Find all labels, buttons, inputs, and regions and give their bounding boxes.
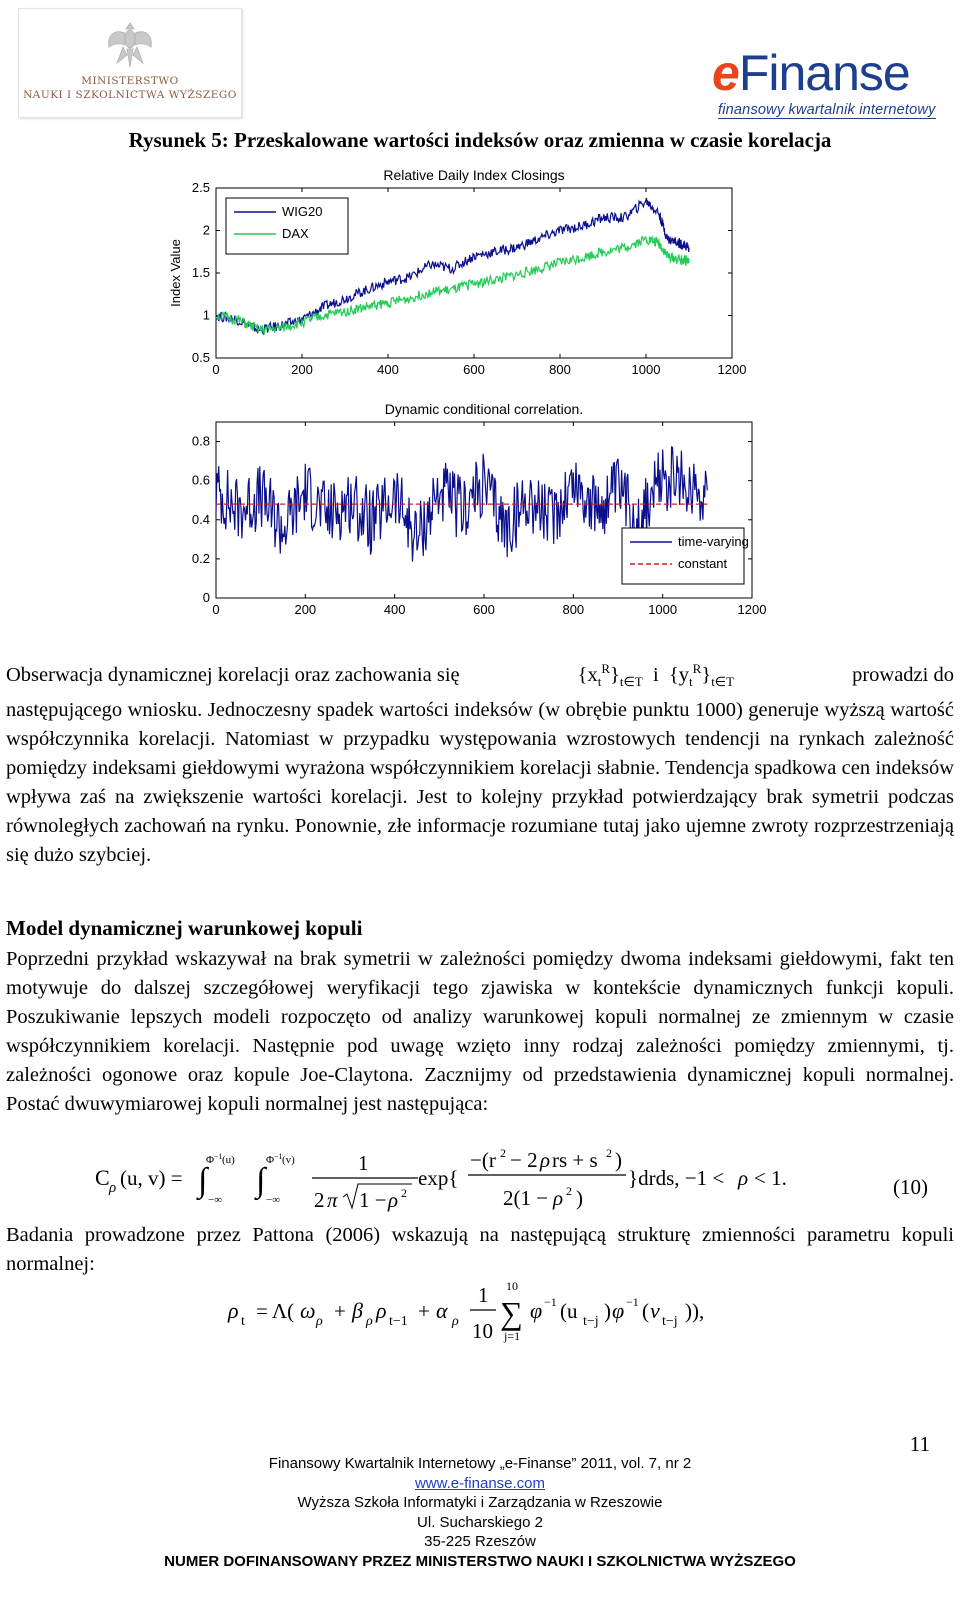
paragraph-rest: następującego wniosku. Jednoczesny spadek wartości indeksów (w obrębie punktu 1000) generuje wyższą wartość współczynnika korelacji. Natomiast w przypadku występowania wzrostowych tendencji na rynkach zależność pomiędzy indeksami giełdowymi wyrażona współczynnikiem korelacji słabnie. Tendencja spadkowa cen indeksów wpływa zaś na zwiększenie wartości korelacji. Jest to kolejny przykład potwierdzający brak symetrii podczas równoległych zachowań na rynku. Ponownie, złe informacje rozumiane tutaj jako ujemne zwroty rozprzestrzeniają się dużo szybciej. [6,698,954,866]
efinanse-brand: eFinanse [712,45,910,101]
paragraph-lead: Obserwacja dynamicznej korelacji oraz zachowania się [6,663,460,686]
x-tick-label: 1200 [717,362,747,377]
x-tick-label: 800 [549,362,571,377]
svg-text:1 −: 1 − [359,1188,387,1212]
svg-text:− 2: − 2 [510,1148,538,1172]
figure-caption: Rysunek 5: Przeskalowane wartości indeksów oraz zmienna w czasie korelacja [128,128,832,152]
svg-text:−1: −1 [626,1295,639,1309]
svg-text:φ: φ [612,1298,625,1323]
svg-text:10: 10 [472,1319,493,1343]
svg-text:+: + [334,1299,346,1323]
legend-label: constant [678,556,728,571]
footer-street: Ul. Sucharskiego 2 [417,1513,543,1531]
svg-text:π: π [327,1188,338,1212]
equation-rho-dynamics [0,1278,960,1348]
legend-label: DAX [282,226,309,241]
x-tick-label: 200 [294,602,317,617]
svg-text:2(1 −: 2(1 − [503,1186,549,1210]
svg-text:< 1.: < 1. [754,1166,787,1190]
svg-text:exp{: exp{ [418,1166,459,1190]
x-tick-label: 800 [562,602,585,617]
y-tick-label: 2 [202,222,210,238]
y-tick-label: 0.8 [191,433,210,449]
svg-text:−1: −1 [274,1152,283,1161]
footer-link[interactable]: www.e-finanse.com [414,1474,546,1492]
chart-title: Dynamic conditional correlation. [384,401,584,417]
paragraph-patton: Badania prowadzone przez Pattona (2006) wskazują na następującą strukturę zmienności parametru kopuli normalnej: [6,1224,954,1275]
efinanse-logo [712,44,952,124]
svg-text:2: 2 [606,1146,612,1160]
svg-text:2: 2 [566,1184,572,1198]
svg-text:ρ: ρ [109,1180,117,1196]
svg-text:j=1: j=1 [504,1329,521,1343]
y-tick-label: 1.5 [191,265,210,280]
relative-closings-chart [160,160,800,400]
page-footer [0,1454,960,1571]
svg-text:2: 2 [314,1188,325,1212]
legend-label: WIG20 [282,204,323,219]
svg-text:ρ: ρ [738,1166,749,1190]
svg-text:10: 10 [506,1279,518,1293]
svg-text:β: β [352,1298,363,1323]
footer-city: 35-225 Rzeszów [424,1533,536,1550]
svg-text:): ) [576,1186,583,1210]
ministry-name-line2: NAUKI I SZKOLNICTWA WYŻSZEGO [23,89,237,101]
x-tick-label: 1200 [737,602,767,617]
y-tick-label: 0.4 [191,511,210,527]
svg-text:−1: −1 [214,1152,223,1161]
svg-text:t: t [241,1314,245,1329]
x-tick-label: 0 [212,602,220,617]
svg-text:): ) [604,1299,611,1323]
svg-text:∑: ∑ [500,1295,523,1331]
y-tick-label: 0 [202,590,210,605]
svg-text:1: 1 [478,1283,489,1307]
efinanse-tagline: finansowy kwartalnik internetowy [718,102,936,118]
svg-text:+: + [418,1299,430,1323]
svg-text:ρ: ρ [540,1148,551,1172]
svg-text:}drds, −1 <: }drds, −1 < [628,1166,725,1190]
svg-text:),: ), [692,1299,705,1323]
svg-text:1: 1 [358,1151,369,1175]
svg-text:Φ: Φ [266,1154,275,1166]
svg-text:(v): (v) [282,1154,295,1166]
svg-text:(: ( [642,1299,649,1323]
y-tick-label: 0.5 [191,350,210,365]
svg-text:ω: ω [300,1298,316,1323]
svg-text:−(r: −(r [470,1148,496,1172]
x-tick-label: 1000 [631,362,661,377]
paragraph-tail: prowadzi do [852,663,954,686]
svg-text:): ) [615,1148,622,1172]
svg-text:ρ: ρ [228,1298,239,1323]
svg-text:α: α [436,1298,448,1323]
y-tick-label: 0.2 [191,550,210,566]
page-number: 11 [909,1432,930,1456]
equation-number: (10) [893,1175,928,1199]
footer-funding: NUMER DOFINANSOWANY PRZEZ MINISTERSTWO NAUKI I SZKOLNICTWA WYŻSZEGO [164,1552,796,1570]
svg-text:rs + s: rs + s [552,1148,598,1172]
chart-title: Relative Daily Index Closings [383,167,565,183]
svg-text:2: 2 [500,1146,506,1160]
section-heading: Model dynamicznej warunkowej kopuli [6,916,363,940]
svg-text:t−j: t−j [662,1314,678,1329]
svg-text:C: C [95,1165,110,1190]
svg-text:ρ: ρ [376,1298,387,1323]
svg-text:ρ: ρ [316,1314,323,1329]
y-tick-label: 1 [202,307,210,323]
x-tick-label: 200 [291,362,313,377]
svg-text:t−1: t−1 [389,1314,408,1329]
ministry-logo [18,8,242,118]
rho-dynamics-formula [0,1278,960,1348]
svg-text:t−j: t−j [583,1314,599,1329]
ministry-name-line1: MINISTERSTWO [81,75,179,87]
svg-text:= Λ(: = Λ( [256,1299,295,1323]
normal-copula-formula [0,1145,960,1220]
eagle-emblem-icon [19,9,241,75]
svg-text:): ) [685,1299,692,1323]
x-tick-label: 600 [473,602,495,617]
series-notation: $\{x_t^R\}_{t\in T}$ i $\{y_t^R\}_{t\in T}$ [577,661,735,689]
footer-school: Wyższa Szkoła Informatyki i Zarządzania w Rzeszowie [297,1494,663,1511]
svg-text:(u: (u [560,1299,578,1323]
dynamic-correlation-chart [160,398,800,646]
paragraph-model: Poprzedni przykład wskazywał na brak symetrii w zależności pomiędzy dwoma indeksami giełdowymi, fakt ten motywuje do dalszej szczegółowej weryfikacji tego zjawiska w kontekście dynamicznych funkcji kopuli. Poszukiwanie lepszych modeli rozpoczęto od analizy warunkowej kopuli normalnej ze zmiennym w czasie współczynnikiem korelacji. Następnie pod uwagę wzięto inny rodzaj zależności pomiędzy zmiennymi, tj. zależności ogonowe oraz kopule Joe-Claytona. Zacznijmy od przedstawienia dynamicznej kopuli normalnej. Postać dwuwymiarowej kopuli normalnej jest następująca: [6,948,954,1115]
svg-text:ρ: ρ [452,1314,459,1329]
footer-journal: Finansowy Kwartalnik Internetowy „e-Finanse” 2011, vol. 7, nr 2 [268,1455,692,1472]
y-axis-label: Index Value [168,239,183,307]
x-tick-label: 600 [463,362,485,377]
x-tick-label: 1000 [648,602,678,617]
svg-text:∫: ∫ [198,1162,208,1199]
svg-text:Φ: Φ [206,1154,215,1166]
svg-text:ρ: ρ [388,1188,399,1212]
svg-text:ν: ν [650,1298,660,1323]
svg-text:2: 2 [401,1186,407,1200]
svg-text:(u, v) =: (u, v) = [120,1166,183,1190]
y-tick-label: 2.5 [191,180,210,195]
svg-text:ρ: ρ [366,1314,373,1329]
svg-text:−∞: −∞ [266,1194,281,1206]
svg-text:−∞: −∞ [208,1194,223,1206]
svg-text:(u): (u) [222,1154,235,1166]
x-tick-label: 400 [377,362,399,377]
svg-text:−1: −1 [544,1295,557,1309]
svg-text:φ: φ [530,1298,543,1323]
x-tick-label: 400 [383,602,406,617]
y-tick-label: 0.6 [191,472,210,488]
svg-text:ρ: ρ [553,1186,564,1210]
legend-label: time-varying [678,534,749,549]
equation-normal-copula [0,1145,960,1220]
paragraph-observation [6,654,954,870]
svg-text:∫: ∫ [256,1162,266,1199]
x-tick-label: 0 [212,362,220,377]
